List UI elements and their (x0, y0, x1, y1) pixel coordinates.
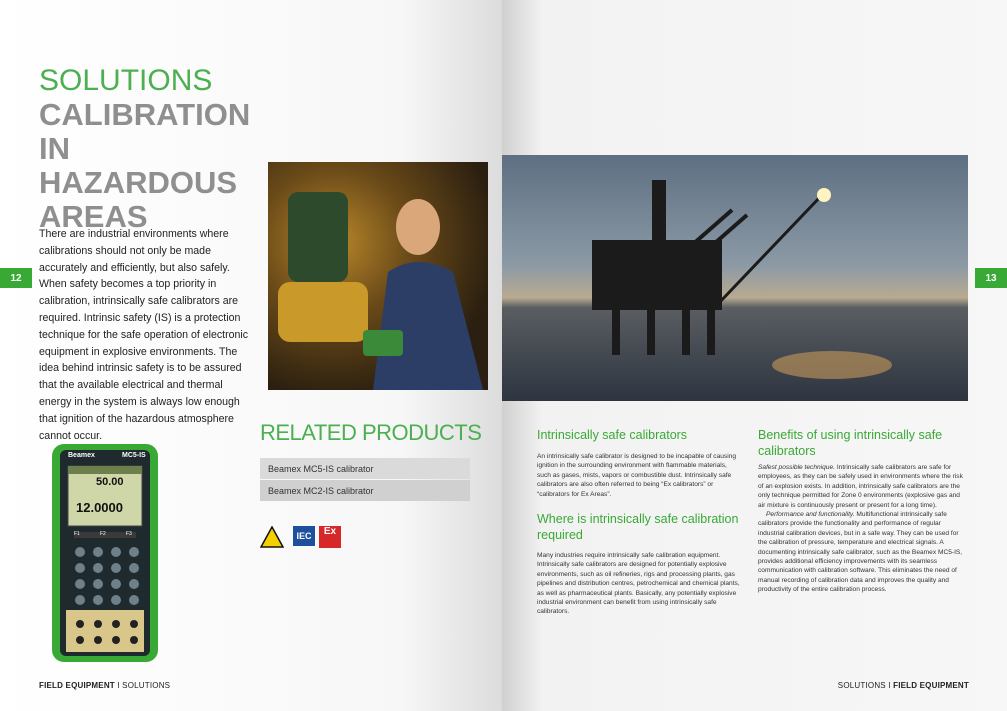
section-label: SOLUTIONS (39, 64, 213, 97)
paragraph-performance (758, 510, 963, 595)
footer-right (838, 681, 969, 690)
worker-photo (268, 162, 488, 390)
paragraph-where-required: Many industries require intrinsically safe calibration equipment. Intrinsically safe calibrators are designed for potentially explosive environments, such as oil refineries, rigs and processing plants, gas pipelines and distribution centres, petrochemical and chemical plants, as well as pharmaceutical plants. Basically, any potentially explosive industrial environment can benefit from using intrinsically safe calibrators. (537, 552, 740, 616)
footer-left-light: SOLUTIONS (122, 681, 171, 690)
intro-paragraph: There are industrial environments where calibrations should not only be made accurately and efficiently, but also safely. When safety becomes a top priority in calibration, intrinsically safe calibrators are required. Intrinsic safety (IS) is a protection technique for the safe operation of electronic equipment in explosive environments. The idea behind intrinsic safety is to be assured that the available electrical and thermal energy in the system is always low enough that ignition of the hazardous atmosphere cannot occur. (39, 228, 249, 442)
iec-logo-text: IEC (296, 531, 312, 541)
device-reading-main: 12.0000 (76, 500, 123, 515)
heading-where-required: Where is intrinsically safe calibration required (537, 512, 739, 543)
page-number-left: 12 (0, 268, 32, 288)
device-key-f3: F3 (126, 531, 132, 537)
paragraph-intrinsically-safe: An intrinsically safe calibrator is designed to be incapable of causing ignition in the surrounding environment with flammable materials, such as gases, mists, vapors or combustible dust. Intrinsically safe calibrators are also often referred to being “Ex calibrators” or “calibrators for Ex Areas”. (537, 453, 737, 498)
related-products-title: RELATED PRODUCTS (260, 420, 482, 445)
column-2 (758, 427, 963, 595)
oil-rig-photo (502, 155, 968, 401)
paragraph-performance-lead: Performance and functionality. (766, 511, 855, 519)
atex-ex-icon (260, 526, 284, 553)
device-key-f2: F2 (100, 531, 106, 537)
iec-logo (293, 526, 315, 546)
paragraph-safest (758, 463, 963, 510)
ex-logo (319, 526, 341, 548)
column-1 (537, 427, 742, 617)
footer-right-light: SOLUTIONS (837, 681, 886, 690)
page-number-right: 13 (975, 268, 1007, 288)
device-brand: Beamex (68, 452, 95, 459)
footer-left-bold: FIELD EQUIPMENT (39, 681, 115, 690)
right-page (502, 0, 1007, 711)
ex-logo-text: Ex (323, 526, 337, 537)
page-title: CALIBRATION IN HAZARDOUS AREAS (39, 97, 251, 234)
footer-left (39, 681, 170, 690)
related-product-mc5[interactable]: Beamex MC5-IS calibrator (260, 458, 470, 479)
paragraph-performance-body: Multifunctional intrinsically safe calibrators provide the functionality and performance of regular industrial calibration devices, but in a safe way. They can be used for the calibration of pressure, temperature and electrical signals. A documenting intrinsically safe calibrator, such as the Beamex MC5-IS, provides additional efficiency improvements with its seamless communication with calibration software. This eliminates the need of manual recording of calibration data and improves the quality and productivity of the entire calibration process. (758, 511, 963, 594)
footer-left-separator: I (114, 681, 123, 690)
paragraph-safest-body: Intrinsically safe calibrators are safe for employees, as they can be safely used in environments where the risk of an explosion exists. In addition, intrinsically safe calibrators are the only technique permitted for Zone 0 environments (explosive gas and air mixture is continuously present or present for a long time). (758, 464, 963, 509)
heading-benefits: Benefits of using intrinsically safe calibrators (758, 428, 943, 458)
calibrator-device-image (50, 442, 162, 664)
device-reading-top: 50.00 (96, 476, 124, 488)
footer-right-separator: I (885, 681, 894, 690)
paragraph-safest-lead: Safest possible technique. (758, 464, 835, 471)
heading-intrinsically-safe: Intrinsically safe calibrators (537, 428, 688, 442)
left-page (0, 0, 502, 711)
device-key-f1: F1 (74, 531, 80, 537)
footer-right-bold: FIELD EQUIPMENT (893, 681, 969, 690)
related-product-mc2[interactable]: Beamex MC2-IS calibrator (260, 480, 470, 501)
device-model: MC5-IS (122, 452, 146, 459)
